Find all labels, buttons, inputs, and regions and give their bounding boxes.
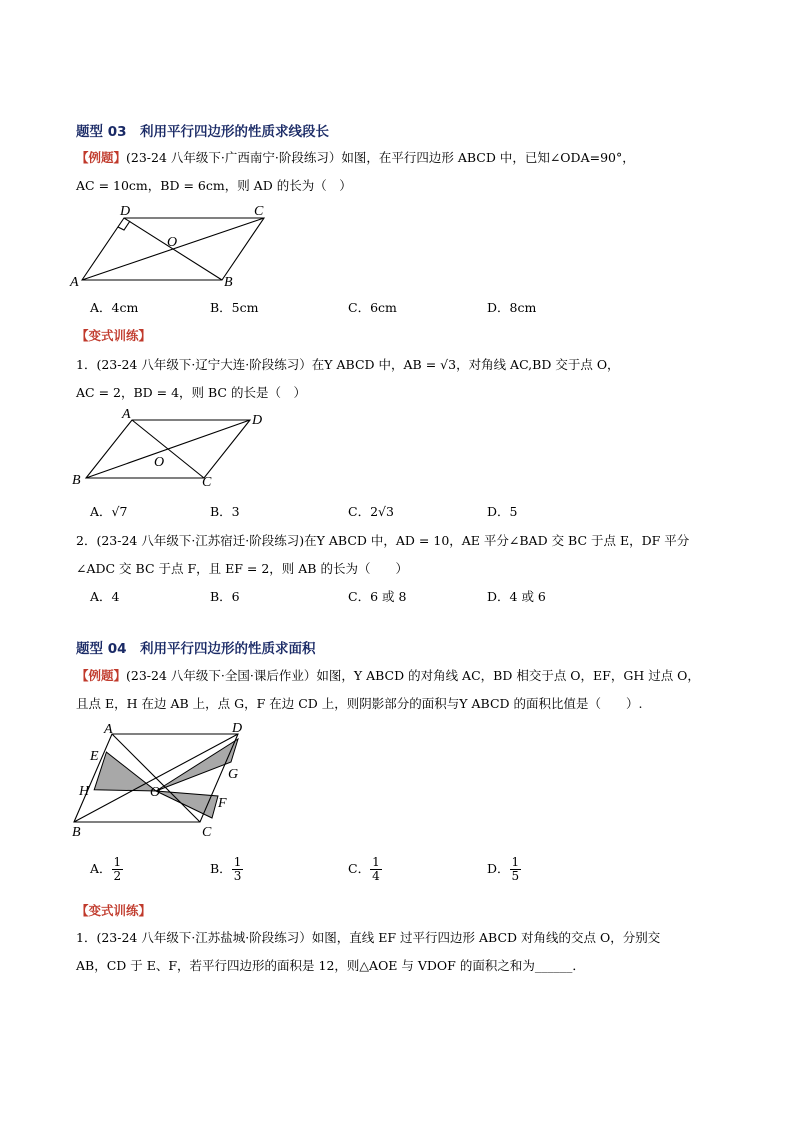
fraction-denominator: 4 xyxy=(372,869,380,883)
q2-option-d[interactable]: D．4 或 6 xyxy=(487,589,546,604)
s4-example-line-2: 且点 E，H 在边 AB 上，点 G，F 在边 CD 上，则阴影部分的面积与Y ABCD 的面积比值是（ ）. xyxy=(76,696,643,711)
fraction-numerator: 1 xyxy=(233,855,242,869)
drill-tag-04: 【变式训练】 xyxy=(76,903,152,918)
figure-parallelogram-shaded xyxy=(66,718,266,844)
fig2-label-c: C xyxy=(202,475,212,490)
s4-option-d[interactable] xyxy=(487,856,521,883)
s4-option-d-label: D． xyxy=(487,861,510,876)
fig3-label-b: B xyxy=(72,825,81,840)
fig2-label-b: B xyxy=(72,473,81,488)
q2-line-2: ∠ADC 交 BC 于点 F，且 EF = 2，则 AB 的长为（ ） xyxy=(76,561,408,576)
example-text-1: (23-24 八年级下·广西南宁·阶段练习）如图，在平行四边形 ABCD 中，已知∠ODA=90°， xyxy=(126,150,635,165)
ex1-option-a[interactable]: A．4cm xyxy=(90,300,139,315)
fig2-label-o: O xyxy=(154,455,165,470)
q1-option-c[interactable]: C．2√3 xyxy=(348,504,394,519)
fig3-label-c: C xyxy=(202,825,212,840)
fig3-shaded-left xyxy=(94,752,156,791)
s4-example-line-1 xyxy=(76,666,700,684)
example-line-1 xyxy=(76,148,635,166)
fig3-label-o: O xyxy=(150,785,161,800)
q1-option-b[interactable]: B．3 xyxy=(210,504,240,519)
q1-option-a[interactable]: A．√7 xyxy=(90,504,128,519)
s4-option-c-label: C． xyxy=(348,861,371,876)
drill-tag-03: 【变式训练】 xyxy=(76,328,152,343)
fraction-denominator: 3 xyxy=(233,869,242,883)
figure-parallelogram-2 xyxy=(66,406,276,492)
s4-option-b-fraction xyxy=(232,856,244,883)
s4-option-c-fraction xyxy=(370,856,382,883)
fig1-label-c: C xyxy=(254,204,264,219)
q1-option-d[interactable]: D．5 xyxy=(487,504,518,519)
q2-option-a[interactable]: A．4 xyxy=(90,589,120,604)
fig1-label-a: A xyxy=(70,275,79,290)
q2-option-b[interactable]: B．6 xyxy=(210,589,240,604)
ex1-option-d[interactable]: D．8cm xyxy=(487,300,537,315)
s4-option-b-label: B． xyxy=(210,861,232,876)
fig2-label-a: A xyxy=(122,407,131,422)
s4-example-tag: 【例题】 xyxy=(76,668,127,683)
fig3-label-d: D xyxy=(232,721,243,736)
fraction-denominator: 5 xyxy=(511,869,520,883)
q1-line-2: AC = 2，BD = 4，则 BC 的长是（ ） xyxy=(76,385,306,400)
s4-option-a[interactable] xyxy=(90,856,123,883)
q2-option-c[interactable]: C．6 或 8 xyxy=(348,589,407,604)
fraction-denominator: 2 xyxy=(113,869,122,883)
ex1-option-b[interactable]: B．5cm xyxy=(210,300,259,315)
fraction-numerator: 1 xyxy=(511,855,520,869)
example-tag: 【例题】 xyxy=(76,150,127,165)
fig1-label-d: D xyxy=(120,204,131,219)
s4-example-text-1: (23-24 八年级下·全国·课后作业）如图，Y ABCD 的对角线 AC，BD 相交于点 O，EF，GH 过点 O， xyxy=(126,668,700,683)
s4-q1-line-2: AB，CD 于 E、F，若平行四边形的面积是 12，则△AOE 与 VDOF 的面积之和为______． xyxy=(76,958,585,973)
fraction-numerator: 1 xyxy=(372,855,380,869)
fig3-label-e: E xyxy=(90,749,99,764)
fig3-label-f: F xyxy=(218,796,227,811)
fig3-shaded-bottom-right xyxy=(156,791,218,818)
fig3-shaded-top-right xyxy=(156,739,238,791)
s4-option-b[interactable] xyxy=(210,856,243,883)
fig1-label-b: B xyxy=(224,275,233,290)
q1-line-1: 1．(23-24 八年级下·辽宁大连·阶段练习）在Y ABCD 中，AB = √3，对角线 AC,BD 交于点 O， xyxy=(76,357,620,372)
s4-option-c[interactable] xyxy=(348,856,382,883)
fig3-label-a: A xyxy=(104,722,113,737)
fig2-diagonal-bd xyxy=(86,420,250,478)
fig1-label-o: O xyxy=(167,235,178,250)
section-title-03: 题型 03 利用平行四边形的性质求线段长 xyxy=(76,124,329,140)
example-line-2: AC = 10cm，BD = 6cm，则 AD 的长为（ ） xyxy=(76,178,352,193)
s4-option-a-fraction xyxy=(112,856,124,883)
figure-parallelogram-1 xyxy=(66,200,286,290)
s4-q1-line-1: 1．(23-24 八年级下·江苏盐城·阶段练习）如图，直线 EF 过平行四边形 ABCD 对角线的交点 O，分别交 xyxy=(76,930,661,945)
s4-option-d-fraction xyxy=(510,856,522,883)
fig2-label-d: D xyxy=(252,413,263,428)
q2-line-1: 2．(23-24 八年级下·江苏宿迁·阶段练习)在Y ABCD 中，AD = 10，AE 平分∠BAD 交 BC 于点 E，DF 平分 xyxy=(76,533,690,548)
fraction-numerator: 1 xyxy=(113,855,122,869)
fig3-label-g: G xyxy=(228,767,239,782)
section-title-04: 题型 04 利用平行四边形的性质求面积 xyxy=(76,641,316,657)
fig3-label-h: H xyxy=(79,784,90,799)
fig1-right-angle-mark xyxy=(118,221,130,230)
ex1-option-c[interactable]: C．6cm xyxy=(348,300,397,315)
s4-option-a-label: A． xyxy=(90,861,112,876)
